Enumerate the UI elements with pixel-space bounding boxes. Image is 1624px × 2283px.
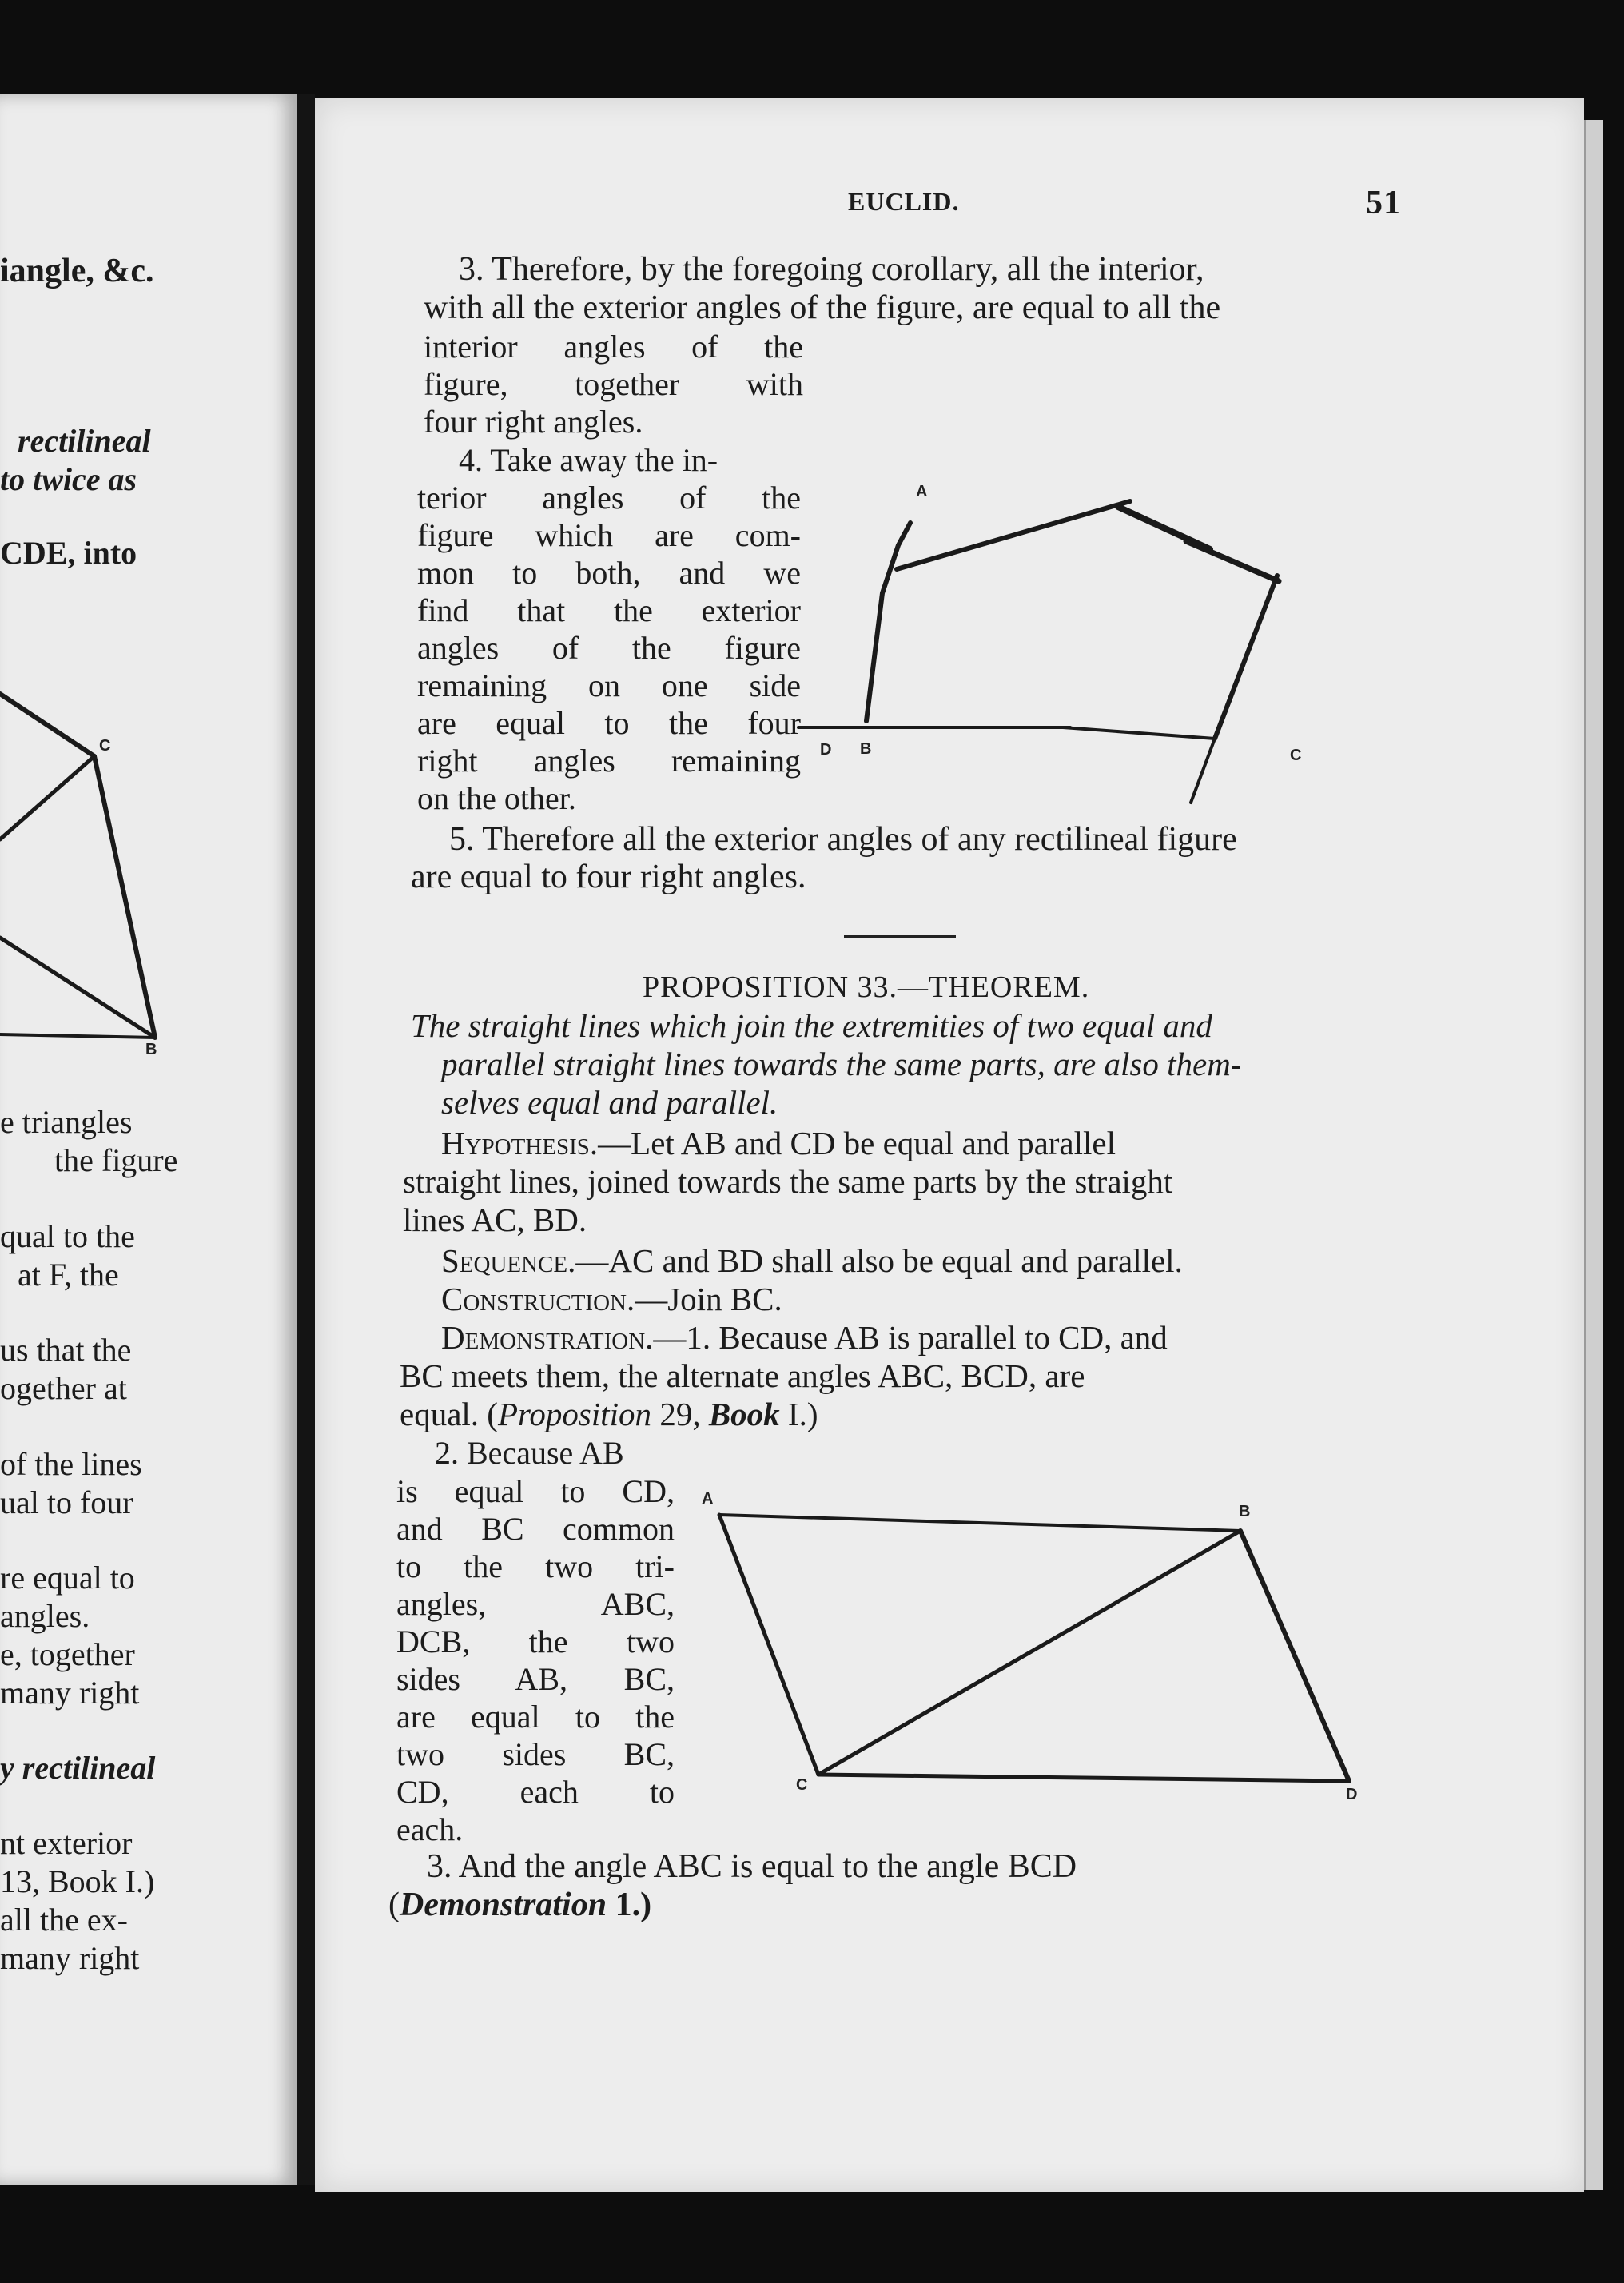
text-line: 4. Take away the in- [459, 442, 718, 478]
demo-ref-end: I.) [779, 1396, 818, 1432]
demo2-line: is equal to CD, [396, 1473, 675, 1509]
hypothesis-line: straight lines, joined towards the same parts by the straight [403, 1163, 1173, 1200]
demonstration-line: BC meets them, the alternate angles ABC, BCD, are [400, 1357, 1085, 1394]
enunciation-line: parallel straight lines towards the same parts, are also them- [441, 1046, 1242, 1082]
text-line: four right angles. [424, 404, 643, 440]
text-line: find that the exterior [417, 592, 801, 628]
demo2-line: DCB, the two [396, 1624, 675, 1659]
left-fragment: rectilineal [18, 423, 151, 459]
left-facing-page [0, 94, 297, 2185]
left-fragment: CDE, into [0, 535, 137, 571]
figure-label: C [1290, 747, 1302, 764]
demo2-line: to the two tri- [396, 1548, 675, 1584]
left-fragment: all the ex- [0, 1902, 128, 1938]
construction-line [441, 1281, 782, 1318]
demo3-ref: Demonstration [400, 1887, 607, 1923]
figure-label: B [1239, 1503, 1251, 1520]
enunciation-line: The straight lines which join the extremities of two equal and [411, 1007, 1212, 1044]
left-fragment: ual to four [0, 1484, 133, 1520]
enunciation-line: selves equal and parallel. [441, 1084, 778, 1121]
demo-ref: Proposition [497, 1396, 652, 1432]
left-fragment: e triangles [0, 1104, 133, 1140]
demonstration-text: —1. Because AB is parallel to CD, and [653, 1319, 1168, 1356]
hypothesis-line: lines AC, BD. [403, 1201, 587, 1238]
demo3-line [388, 1887, 651, 1924]
left-fragment: of the lines [0, 1446, 142, 1482]
figure-label: A [702, 1490, 714, 1508]
figure-label: D [1346, 1786, 1358, 1803]
text-line: figure, together with [424, 366, 803, 402]
text-line: figure which are com- [417, 517, 801, 553]
text-line: 5. Therefore all the exterior angles of any rectilineal figure [449, 821, 1237, 858]
left-fragment: the figure [54, 1142, 178, 1178]
figure-label: C [796, 1776, 808, 1794]
demo3-ref-end: 1.) [607, 1887, 652, 1923]
hypothesis-text: —Let AB and CD be equal and parallel [598, 1125, 1116, 1161]
text-line: remaining on one side [417, 667, 801, 703]
left-fragment: many right [0, 1675, 140, 1711]
left-fragment: angles. [0, 1598, 90, 1634]
demonstration-line [400, 1396, 818, 1433]
construction-label: Construction. [441, 1281, 635, 1317]
left-figure-label: C [99, 737, 111, 755]
figure-label: A [916, 483, 928, 500]
section-rule [844, 935, 956, 938]
left-fragment: y rectilineal [0, 1750, 156, 1786]
demo2-line: sides AB, BC, [396, 1661, 675, 1697]
left-fragment: qual to the [0, 1218, 135, 1254]
text-line: on the other. [417, 780, 576, 816]
left-fragment: nt exterior [0, 1825, 133, 1861]
left-fragment: many right [0, 1940, 140, 1976]
demo2-line: and BC common [396, 1511, 675, 1547]
demo2-line: are equal to the [396, 1699, 675, 1735]
demo2-line: each. [396, 1811, 464, 1847]
page-edge [1584, 120, 1603, 2190]
right-page [315, 98, 1584, 2192]
text-line: angles of the figure [417, 630, 801, 666]
demo-ref-num: 29, [651, 1396, 709, 1432]
text-line: 3. Therefore, by the foregoing corollary, all the interior, [459, 251, 1204, 288]
construction-text: —Join BC. [635, 1281, 782, 1317]
left-fragment: 13, Book I.) [0, 1863, 155, 1899]
figure-label: B [860, 740, 872, 758]
running-title: EUCLID. [848, 187, 960, 216]
demo2-line: CD, each to [396, 1774, 675, 1810]
demo-text: equal. ( [400, 1396, 498, 1432]
demo2-line: angles, ABC, [396, 1586, 675, 1622]
left-fragment: re equal to [0, 1560, 135, 1596]
text-line: are equal to four right angles. [411, 859, 806, 895]
page-number: 51 [1366, 185, 1401, 221]
demonstration-line [441, 1319, 1168, 1357]
proposition-heading: PROPOSITION 33.—THEOREM. [643, 970, 1090, 1004]
hypothesis-label: Hypothesis. [441, 1125, 599, 1161]
demo3-paren: ( [388, 1887, 400, 1923]
text-line: terior angles of the [417, 480, 801, 516]
left-figure-label: B [145, 1041, 157, 1058]
text-line: right angles remaining [417, 743, 801, 779]
demo2-line: two sides BC, [396, 1736, 675, 1772]
left-fragment: e, together [0, 1636, 135, 1672]
demo-ref-book: Book [708, 1396, 780, 1432]
left-figure [0, 606, 297, 1054]
text-line: interior angles of the [424, 329, 803, 365]
demo2-line: 2. Because AB [435, 1435, 624, 1471]
demo3-line: 3. And the angle ABC is equal to the angle BCD [427, 1848, 1077, 1885]
left-fragment: iangle, &c. [0, 253, 154, 289]
sequence-label: Sequence. [441, 1242, 576, 1279]
hypothesis-line [441, 1125, 1116, 1162]
parallelogram-figure [315, 98, 1034, 417]
demonstration-label: Demonstration. [441, 1319, 654, 1356]
text-line: mon to both, and we [417, 555, 801, 591]
left-fragment: at F, the [18, 1257, 119, 1293]
left-fragment: to twice as [0, 461, 137, 497]
book-gutter [297, 94, 315, 2185]
left-fragment: ogether at [0, 1370, 127, 1406]
text-line: with all the exterior angles of the figure, are equal to all the [424, 289, 1221, 326]
sequence-text: —AC and BD shall also be equal and parallel. [575, 1242, 1183, 1279]
text-line: are equal to the four [417, 705, 801, 741]
sequence-line [441, 1242, 1183, 1280]
left-fragment: us that the [0, 1332, 132, 1368]
figure-label: D [820, 741, 832, 759]
